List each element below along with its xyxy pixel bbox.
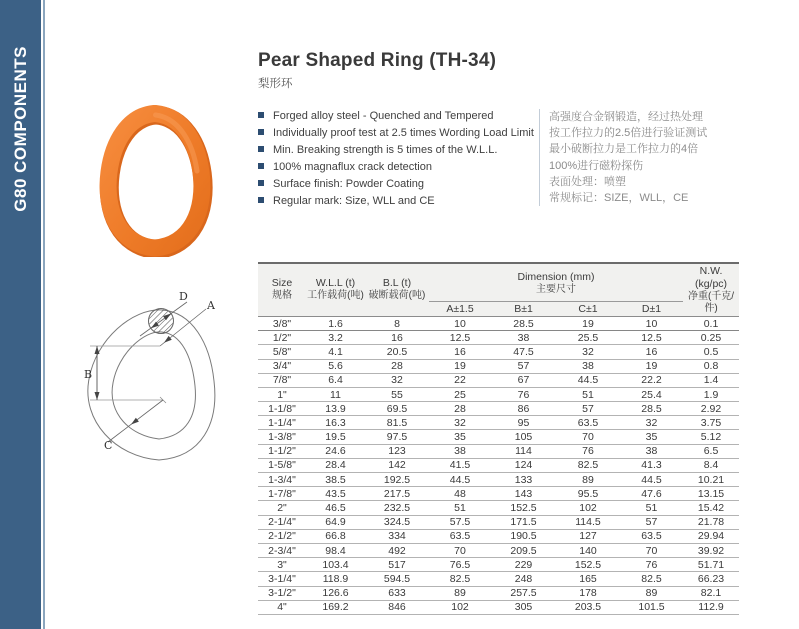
table-cell: 140 <box>556 543 620 557</box>
table-cell: 12.5 <box>620 331 683 345</box>
table-cell: 41.3 <box>620 458 683 472</box>
dimension-diagram <box>60 283 245 508</box>
col-header-nw: N.W. (kg/pc) 净重(千克/件) <box>683 263 739 316</box>
technical-drawing <box>60 283 245 508</box>
table-cell: 143 <box>491 487 556 501</box>
table-cell: 7/8" <box>258 373 306 387</box>
table-cell: 98.4 <box>306 543 365 557</box>
table-cell: 64.9 <box>306 515 365 529</box>
table-cell: 10.21 <box>683 473 739 487</box>
table-cell: 70 <box>429 543 491 557</box>
feature-text-cn: 表面处理：喷塑 <box>549 175 626 188</box>
feature-text: Surface finish: Powder Coating <box>273 178 425 190</box>
table-cell: 232.5 <box>365 501 429 515</box>
table-cell: 66.8 <box>306 529 365 543</box>
table-row <box>258 529 739 543</box>
table-cell: 25 <box>429 387 491 401</box>
page-title: Pear Shaped Ring (TH-34) <box>258 50 497 71</box>
table-cell: 29.94 <box>683 529 739 543</box>
table-row <box>258 402 739 416</box>
table-row <box>258 430 739 444</box>
table-cell: 21.78 <box>683 515 739 529</box>
table-cell: 114 <box>491 444 556 458</box>
bullet-square-icon <box>258 180 264 186</box>
feature-list-cn <box>539 109 707 206</box>
feature-item <box>258 125 534 142</box>
table-row <box>258 558 739 572</box>
feature-text-cn: 最小破断拉力是工作拉力的4倍 <box>549 143 699 156</box>
table-cell: 517 <box>365 558 429 572</box>
bullet-square-icon <box>258 129 264 135</box>
table-cell: 1-1/2" <box>258 444 306 458</box>
table-cell: 3-1/4" <box>258 572 306 586</box>
table-cell: 32 <box>620 416 683 430</box>
table-cell: 8.4 <box>683 458 739 472</box>
table-cell: 44.5 <box>429 473 491 487</box>
table-cell: 248 <box>491 572 556 586</box>
table-cell: 594.5 <box>365 572 429 586</box>
table-cell: 178 <box>556 586 620 600</box>
table-cell: 20.5 <box>365 345 429 359</box>
table-cell: 229 <box>491 558 556 572</box>
table-cell: 633 <box>365 586 429 600</box>
table-row <box>258 373 739 387</box>
table-cell: 51 <box>556 387 620 401</box>
table-cell: 5/8" <box>258 345 306 359</box>
table-cell: 28 <box>429 402 491 416</box>
table-cell: 57.5 <box>429 515 491 529</box>
table-cell: 43.5 <box>306 487 365 501</box>
table-cell: 63.5 <box>429 529 491 543</box>
table-row <box>258 600 739 614</box>
table-cell: 0.1 <box>683 316 739 330</box>
table-cell: 82.5 <box>429 572 491 586</box>
table-row <box>258 331 739 345</box>
sidebar-category-label: G80 COMPONENTS <box>10 46 30 212</box>
table-cell: 81.5 <box>365 416 429 430</box>
table-cell: 1.4 <box>683 373 739 387</box>
table-cell: 35 <box>429 430 491 444</box>
table-cell: 4" <box>258 600 306 614</box>
feature-item <box>258 176 534 193</box>
table-row <box>258 543 739 557</box>
table-cell: 102 <box>429 600 491 614</box>
table-cell: 51 <box>429 501 491 515</box>
feature-text-cn: 常规标记：SIZE，WLL，CE <box>549 191 689 204</box>
table-cell: 2" <box>258 501 306 515</box>
table-cell: 82.5 <box>556 458 620 472</box>
table-cell: 57 <box>491 359 556 373</box>
table-cell: 76 <box>620 558 683 572</box>
table-cell: 38 <box>429 444 491 458</box>
table-cell: 3-1/2" <box>258 586 306 600</box>
table-cell: 28 <box>365 359 429 373</box>
table-cell: 324.5 <box>365 515 429 529</box>
bullet-square-icon <box>258 197 264 203</box>
table-cell: 126.6 <box>306 586 365 600</box>
col-header-wll: W.L.L (t) 工作载荷(吨) <box>306 263 365 316</box>
table-cell: 305 <box>491 600 556 614</box>
table-cell: 2.92 <box>683 402 739 416</box>
table-cell: 32 <box>556 345 620 359</box>
table-cell: 39.92 <box>683 543 739 557</box>
table-cell: 89 <box>620 586 683 600</box>
table-cell: 1.9 <box>683 387 739 401</box>
table-cell: 5.6 <box>306 359 365 373</box>
table-row <box>258 572 739 586</box>
table-cell: 118.9 <box>306 572 365 586</box>
table-row <box>258 359 739 373</box>
table-cell: 15.42 <box>683 501 739 515</box>
table-cell: 32 <box>429 416 491 430</box>
table-cell: 19 <box>556 316 620 330</box>
table-row <box>258 387 739 401</box>
table-cell: 28.5 <box>620 402 683 416</box>
feature-text-cn: 按工作拉力的2.5倍进行验证测试 <box>549 127 708 140</box>
table-cell: 4.1 <box>306 345 365 359</box>
sidebar <box>0 0 41 629</box>
table-cell: 51.71 <box>683 558 739 572</box>
table-cell: 103.4 <box>306 558 365 572</box>
table-cell: 1.6 <box>306 316 365 330</box>
table-cell: 22.2 <box>620 373 683 387</box>
table-cell: 492 <box>365 543 429 557</box>
table-cell: 334 <box>365 529 429 543</box>
table-cell: 16 <box>620 345 683 359</box>
table-cell: 95 <box>491 416 556 430</box>
table-cell: 19 <box>429 359 491 373</box>
table-cell: 24.6 <box>306 444 365 458</box>
table-cell: 169.2 <box>306 600 365 614</box>
bullet-square-icon <box>258 163 264 169</box>
feature-text-cn: 高强度合金钢锻造，经过热处理 <box>549 111 703 123</box>
table-row <box>258 501 739 515</box>
table-cell: 16.3 <box>306 416 365 430</box>
table-cell: 1-3/8" <box>258 430 306 444</box>
table-cell: 846 <box>365 600 429 614</box>
table-cell: 63.5 <box>556 416 620 430</box>
bullet-square-icon <box>258 112 264 118</box>
table-cell: 6.5 <box>683 444 739 458</box>
table-cell: 2-3/4" <box>258 543 306 557</box>
table-cell: 203.5 <box>556 600 620 614</box>
table-row <box>258 473 739 487</box>
table-row <box>258 515 739 529</box>
table-cell: 165 <box>556 572 620 586</box>
table-cell: 190.5 <box>491 529 556 543</box>
table-cell: 13.15 <box>683 487 739 501</box>
table-cell: 10 <box>620 316 683 330</box>
table-cell: 3.75 <box>683 416 739 430</box>
col-header-dim-a: A±1.5 <box>429 301 491 316</box>
table-cell: 19.5 <box>306 430 365 444</box>
diagram-label-d: D <box>179 290 188 303</box>
table-cell: 1/2" <box>258 331 306 345</box>
table-cell: 209.5 <box>491 543 556 557</box>
diagram-label-b: B <box>84 368 93 381</box>
table-cell: 1-1/4" <box>258 416 306 430</box>
table-cell: 70 <box>556 430 620 444</box>
table-cell: 124 <box>491 458 556 472</box>
feature-item <box>258 142 534 159</box>
table-cell: 13.9 <box>306 402 365 416</box>
table-cell: 38 <box>556 359 620 373</box>
table-cell: 25.5 <box>556 331 620 345</box>
table-cell: 76 <box>491 387 556 401</box>
table-cell: 1-3/4" <box>258 473 306 487</box>
diagram-label-c: C <box>104 439 113 452</box>
table-cell: 257.5 <box>491 586 556 600</box>
table-cell: 38 <box>491 331 556 345</box>
col-header-dimension: Dimension (mm) 主要尺寸 <box>429 263 683 301</box>
feature-item <box>258 193 534 210</box>
table-cell: 142 <box>365 458 429 472</box>
table-cell: 55 <box>365 387 429 401</box>
table-cell: 38.5 <box>306 473 365 487</box>
table-cell: 101.5 <box>620 600 683 614</box>
table-cell: 3.2 <box>306 331 365 345</box>
table-cell: 69.5 <box>365 402 429 416</box>
feature-text: Forged alloy steel - Quenched and Tempered <box>273 110 494 122</box>
table-cell: 12.5 <box>429 331 491 345</box>
table-cell: 102 <box>556 501 620 515</box>
table-cell: 89 <box>556 473 620 487</box>
feature-list <box>258 108 534 210</box>
table-cell: 76 <box>556 444 620 458</box>
table-cell: 97.5 <box>365 430 429 444</box>
table-cell: 70 <box>620 543 683 557</box>
table-cell: 133 <box>491 473 556 487</box>
table-cell: 105 <box>491 430 556 444</box>
table-row <box>258 487 739 501</box>
feature-text: Min. Breaking strength is 5 times of the W.L.L. <box>273 144 498 156</box>
table-cell: 0.5 <box>683 345 739 359</box>
table-cell: 82.5 <box>620 572 683 586</box>
table-cell: 1" <box>258 387 306 401</box>
table-row <box>258 316 739 330</box>
feature-text: Regular mark: Size, WLL and CE <box>273 195 435 207</box>
table-cell: 46.5 <box>306 501 365 515</box>
feature-text: 100% magnaflux crack detection <box>273 161 432 173</box>
table-cell: 67 <box>491 373 556 387</box>
feature-item <box>258 108 534 125</box>
feature-text: Individually proof test at 2.5 times Wording Load Limit <box>273 127 534 139</box>
table-cell: 82.1 <box>683 586 739 600</box>
table-cell: 1-7/8" <box>258 487 306 501</box>
col-header-dim-c: C±1 <box>556 301 620 316</box>
table-cell: 44.5 <box>620 473 683 487</box>
table-cell: 123 <box>365 444 429 458</box>
table-row <box>258 444 739 458</box>
sidebar-accent-line <box>43 0 45 629</box>
table-cell: 3/4" <box>258 359 306 373</box>
product-photo <box>93 103 215 257</box>
table-cell: 152.5 <box>491 501 556 515</box>
table-cell: 86 <box>491 402 556 416</box>
table-cell: 76.5 <box>429 558 491 572</box>
col-header-size: Size 规格 <box>258 263 306 316</box>
table-cell: 10 <box>429 316 491 330</box>
table-cell: 57 <box>620 515 683 529</box>
feature-item <box>258 159 534 176</box>
table-cell: 11 <box>306 387 365 401</box>
table-cell: 0.25 <box>683 331 739 345</box>
table-row <box>258 345 739 359</box>
table-cell: 66.23 <box>683 572 739 586</box>
table-cell: 47.6 <box>620 487 683 501</box>
table-cell: 114.5 <box>556 515 620 529</box>
table-cell: 95.5 <box>556 487 620 501</box>
table-row <box>258 586 739 600</box>
table-cell: 48 <box>429 487 491 501</box>
spec-table <box>258 262 739 615</box>
table-cell: 8 <box>365 316 429 330</box>
table-cell: 152.5 <box>556 558 620 572</box>
table-cell: 41.5 <box>429 458 491 472</box>
table-cell: 171.5 <box>491 515 556 529</box>
table-cell: 2-1/4" <box>258 515 306 529</box>
table-cell: 25.4 <box>620 387 683 401</box>
feature-text-cn: 100%进行磁粉探伤 <box>549 159 644 172</box>
table-cell: 2-1/2" <box>258 529 306 543</box>
col-header-dim-b: B±1 <box>491 301 556 316</box>
table-cell: 3/8" <box>258 316 306 330</box>
table-row <box>258 416 739 430</box>
table-cell: 35 <box>620 430 683 444</box>
table-cell: 217.5 <box>365 487 429 501</box>
table-cell: 5.12 <box>683 430 739 444</box>
spec-table-body <box>258 316 739 614</box>
diagram-label-a: A <box>207 299 215 312</box>
table-cell: 28.5 <box>491 316 556 330</box>
table-cell: 38 <box>620 444 683 458</box>
table-cell: 47.5 <box>491 345 556 359</box>
table-cell: 44.5 <box>556 373 620 387</box>
table-cell: 63.5 <box>620 529 683 543</box>
table-cell: 6.4 <box>306 373 365 387</box>
table-cell: 0.8 <box>683 359 739 373</box>
table-row <box>258 458 739 472</box>
table-cell: 127 <box>556 529 620 543</box>
table-cell: 192.5 <box>365 473 429 487</box>
spec-table-header <box>258 263 739 316</box>
title-block <box>258 50 496 91</box>
table-cell: 16 <box>365 331 429 345</box>
table-cell: 16 <box>429 345 491 359</box>
table-cell: 3" <box>258 558 306 572</box>
table-cell: 1-5/8" <box>258 458 306 472</box>
table-cell: 51 <box>620 501 683 515</box>
table-cell: 28.4 <box>306 458 365 472</box>
table-cell: 22 <box>429 373 491 387</box>
table-cell: 57 <box>556 402 620 416</box>
table-cell: 19 <box>620 359 683 373</box>
col-header-bl: B.L (t) 破断载荷(吨) <box>365 263 429 316</box>
col-header-dim-d: D±1 <box>620 301 683 316</box>
pear-ring-image <box>93 103 215 257</box>
table-cell: 32 <box>365 373 429 387</box>
bullet-square-icon <box>258 146 264 152</box>
table-cell: 1-1/8" <box>258 402 306 416</box>
table-cell: 89 <box>429 586 491 600</box>
page-title-cn: 梨形环 <box>258 78 293 90</box>
table-cell: 112.9 <box>683 600 739 614</box>
